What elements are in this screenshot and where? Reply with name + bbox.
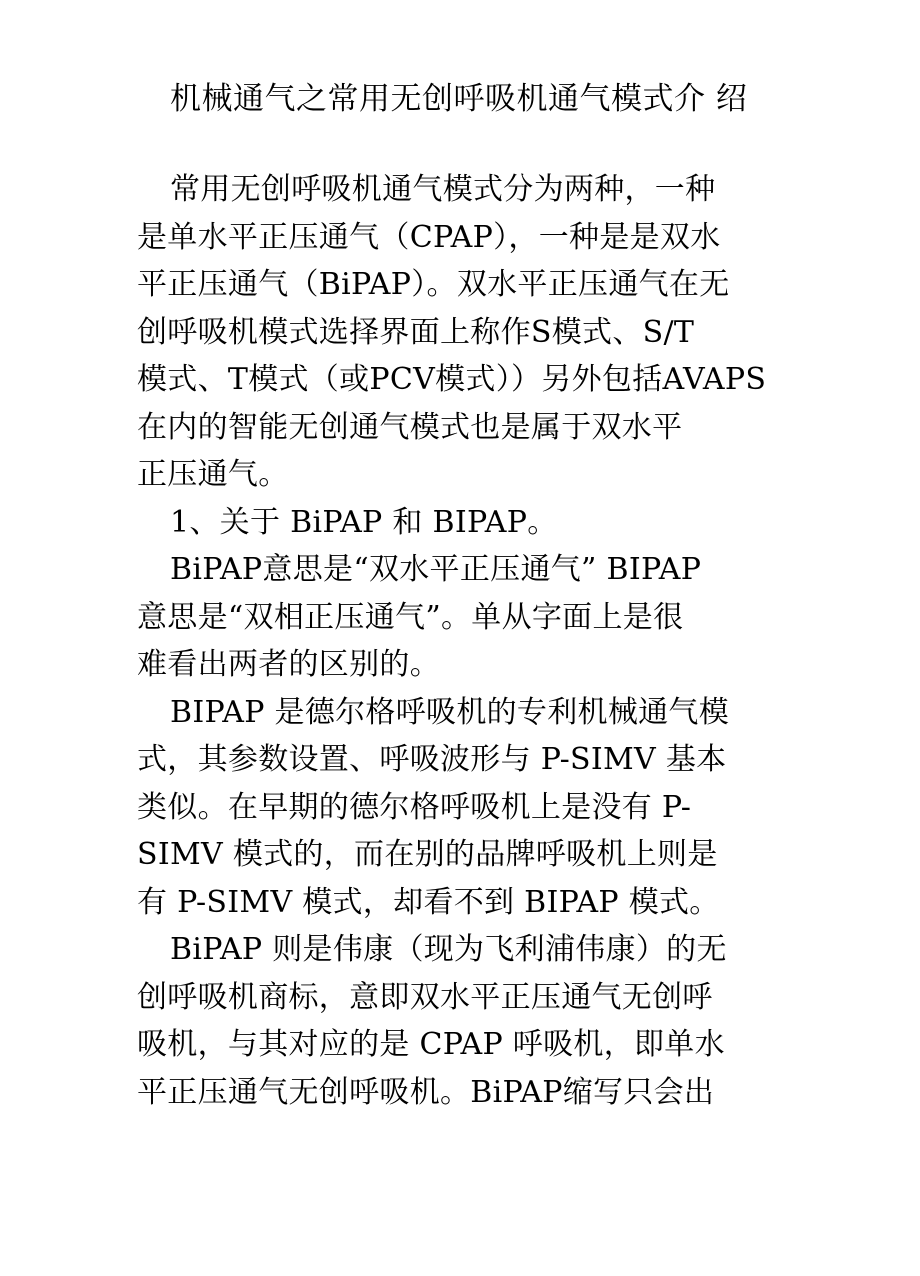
- body-line: 式，其参数设置、呼吸波形与 P-SIMV 基本: [137, 742, 727, 777]
- body-line: 在内的智能无创通气模式也是属于双水平: [137, 409, 683, 445]
- body-line: BiPAP意思是“双水平正压通气” BIPAP: [170, 552, 702, 587]
- document-body: [137, 166, 797, 1116]
- body-line: BiPAP 则是伟康（现为飞利浦伟康）的无: [170, 932, 727, 967]
- body-line: 吸机，与其对应的是 CPAP 呼吸机，即单水: [137, 1027, 725, 1062]
- body-line: 平正压通气（BiPAP）。双水平正压通气在无: [137, 267, 730, 302]
- body-line: 是单水平正压通气（CPAP），一种是是双水: [137, 219, 721, 255]
- body-line: 类似。在早期的德尔格呼吸机上是没有 P-: [137, 789, 692, 825]
- body-line: 意思是“双相正压通气”。单从字面上是很: [137, 599, 684, 635]
- body-line: 常用无创呼吸机通气模式分为两种，一种: [170, 172, 716, 207]
- body-line: SIMV 模式的，而在别的品牌呼吸机上则是: [137, 837, 718, 872]
- body-line: 模式、T模式（或PCV模式））另外包括AVAPS: [137, 362, 767, 397]
- document-title: 机械通气之常用无创呼吸机通气模式介 绍: [170, 81, 748, 117]
- body-line: 正压通气。: [137, 457, 289, 492]
- body-line: 平正压通气无创呼吸机。BiPAP缩写只会出: [137, 1074, 715, 1110]
- body-line: 有 P-SIMV 模式，却看不到 BIPAP 模式。: [137, 884, 720, 920]
- body-line: 创呼吸机商标，意即双水平正压通气无创呼: [137, 979, 713, 1015]
- body-line: 1、关于 BiPAP 和 BIPAP。: [170, 504, 558, 540]
- body-line: 创呼吸机模式选择界面上称作S模式、S/T: [137, 314, 695, 350]
- body-line: 难看出两者的区别的。: [137, 647, 440, 682]
- body-line: BIPAP 是德尔格呼吸机的专利机械通气模: [170, 694, 730, 730]
